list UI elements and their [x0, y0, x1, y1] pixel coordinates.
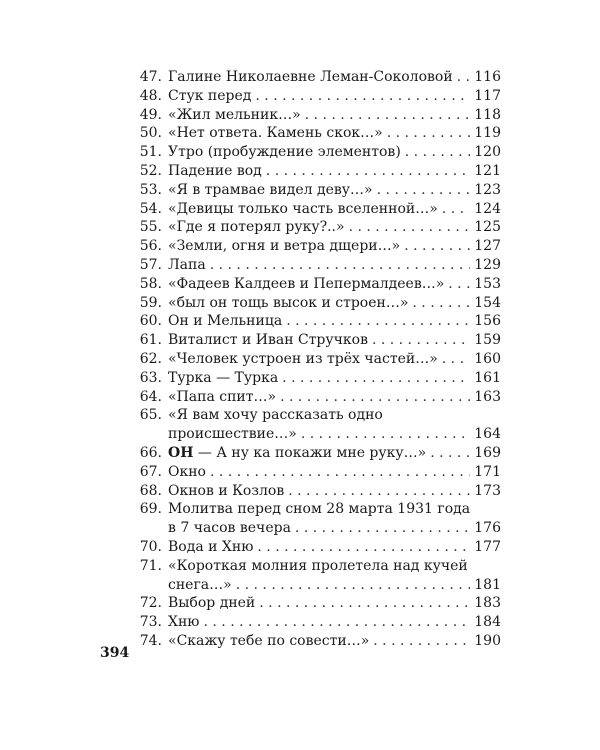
entry-number: 49. — [139, 106, 162, 123]
dot-leader — [236, 576, 471, 595]
entry-number: 48. — [139, 87, 162, 104]
toc-entry — [137, 200, 501, 219]
entry-title: Утро (пробуждение элементов) — [168, 144, 401, 161]
toc-entry — [137, 294, 501, 313]
toc-entry — [137, 256, 501, 275]
entry-title: «Жил мельник…» — [168, 106, 301, 123]
toc-entry — [137, 613, 501, 632]
entry-page-number: 117 — [474, 87, 501, 104]
dot-leader — [430, 444, 470, 463]
entry-title: «Фадеев Калдеев и Пепермалдеев…» — [168, 275, 445, 292]
entry-title-line1: Молитва перед сном 28 марта 1931 года — [168, 501, 471, 518]
entry-page-number: 160 — [474, 350, 501, 367]
entry-number: 66. — [139, 444, 162, 461]
entry-number: 73. — [139, 614, 162, 631]
entry-title: «Нет ответа. Камень скок…» — [168, 125, 383, 142]
dot-leader — [301, 425, 470, 444]
entry-number: 68. — [139, 482, 162, 499]
entry-title: «был он тощь высок и строен…» — [168, 294, 409, 311]
entry-number: 58. — [139, 275, 162, 292]
dot-leader — [305, 106, 471, 125]
dot-leader — [457, 68, 471, 87]
toc-entry — [137, 218, 501, 237]
entry-title-line1: «Короткая молния пролетела над кучей — [168, 557, 468, 574]
entry-page-number: 177 — [474, 538, 501, 555]
entry-page-number: 116 — [474, 69, 501, 85]
entry-title: Он и Мельница — [168, 313, 283, 330]
entry-page-number: 183 — [474, 595, 501, 612]
toc-entry — [137, 388, 501, 407]
entry-number: 63. — [139, 369, 162, 386]
toc-entry — [137, 538, 501, 557]
dot-leader — [280, 388, 470, 407]
dot-leader — [372, 331, 470, 350]
entry-title-bold: ОН — [168, 444, 194, 461]
entry-page-number: 163 — [474, 388, 501, 405]
entry-number: 72. — [139, 595, 162, 612]
toc-entry — [137, 632, 501, 651]
entry-title: происшествие…» — [168, 426, 297, 443]
entry-number: 57. — [139, 256, 162, 273]
entry-title: «Скажу тебе по совести…» — [168, 632, 370, 649]
dot-leader — [266, 162, 470, 181]
toc-entry — [137, 482, 501, 501]
entry-number: 69. — [139, 501, 162, 518]
entry-page-number: 164 — [474, 426, 501, 443]
entry-page-number: 159 — [474, 332, 501, 349]
page-number: 394 — [100, 645, 130, 661]
toc-entry — [137, 237, 501, 256]
dot-leader — [259, 594, 470, 613]
entry-title: Хню — [168, 614, 200, 631]
entry-page-number: 124 — [474, 200, 501, 217]
dot-leader — [282, 369, 470, 388]
toc-entry — [137, 181, 501, 200]
toc-entry — [137, 124, 501, 143]
table-of-contents — [137, 68, 501, 651]
dot-leader — [405, 143, 470, 162]
toc-entry — [137, 500, 501, 538]
dot-leader — [387, 124, 471, 143]
toc-entry — [137, 275, 501, 294]
dot-leader — [349, 218, 471, 237]
entry-page-number: 119 — [474, 125, 501, 142]
toc-entry — [137, 68, 501, 87]
entry-page-number: 161 — [474, 369, 501, 386]
entry-title: в 7 часов вечера — [168, 520, 291, 537]
toc-entry — [137, 106, 501, 125]
entry-title: Выбор дней — [168, 595, 256, 612]
toc-entry — [137, 369, 501, 388]
entry-title: «Человек устроен из трёх частей…» — [168, 350, 438, 367]
dot-leader — [442, 200, 470, 219]
entry-title: Окнов и Козлов — [168, 482, 285, 499]
entry-title: «Девицы только часть вселенной…» — [168, 200, 438, 217]
toc-entry — [137, 143, 501, 162]
toc-entry — [137, 594, 501, 613]
entry-number: 65. — [139, 407, 162, 424]
entry-page-number: 184 — [474, 614, 501, 631]
entry-title: Виталист и Иван Стручков — [168, 332, 368, 349]
entry-title: Турка — Турка — [168, 369, 279, 386]
entry-title: Галине Николаевне Леман-Соколовой — [168, 69, 453, 85]
dot-leader — [377, 181, 471, 200]
dot-leader — [448, 275, 470, 294]
dot-leader — [204, 613, 471, 632]
entry-number: 60. — [139, 313, 162, 330]
entry-number: 59. — [139, 294, 162, 311]
entry-number: 50. — [139, 125, 162, 142]
entry-title: «Земли, огня и ветра дщери…» — [168, 238, 401, 255]
toc-entry — [137, 406, 501, 444]
toc-entry — [137, 557, 501, 595]
entry-page-number: 153 — [474, 275, 501, 292]
entry-page-number: 125 — [474, 219, 501, 236]
toc-entry — [137, 350, 501, 369]
entry-page-number: 123 — [474, 181, 501, 198]
entry-title: «Папа спит…» — [168, 388, 277, 405]
toc-entry — [137, 463, 501, 482]
entry-title: Лапа — [168, 256, 206, 273]
entry-number: 53. — [139, 181, 162, 198]
entry-number: 70. — [139, 538, 162, 555]
toc-entry — [137, 312, 501, 331]
entry-number: 61. — [139, 332, 162, 349]
dot-leader — [286, 312, 470, 331]
dot-leader — [373, 632, 470, 651]
dot-leader — [210, 463, 470, 482]
entry-number: 74. — [139, 632, 162, 649]
dot-leader — [295, 519, 470, 538]
entry-page-number: 120 — [474, 144, 501, 161]
entry-number: 52. — [139, 162, 162, 179]
entry-page-number: 176 — [474, 520, 501, 537]
dot-leader — [255, 87, 470, 106]
entry-page-number: 118 — [474, 106, 501, 123]
entry-title: «Где я потерял руку?..» — [168, 219, 345, 236]
entry-title: Стук перед — [168, 87, 252, 104]
entry-page-number: 127 — [474, 238, 501, 255]
entry-page-number: 181 — [474, 576, 501, 593]
entry-number: 55. — [139, 219, 162, 236]
entry-number: 56. — [139, 238, 162, 255]
entry-number: 71. — [139, 557, 162, 574]
dot-leader — [210, 256, 471, 275]
dot-leader — [257, 538, 470, 557]
entry-number: 64. — [139, 388, 162, 405]
entry-page-number: 190 — [474, 632, 501, 649]
entry-page-number: 169 — [474, 444, 501, 461]
entry-title: «Я в трамвае видел деву…» — [168, 181, 373, 198]
toc-entry — [137, 87, 501, 106]
toc-entry — [137, 331, 501, 350]
dot-leader — [412, 294, 470, 313]
entry-title-rest: — А ну ка покажи мне руку…» — [193, 444, 427, 461]
entry-number: 54. — [139, 200, 162, 217]
entry-page-number: 156 — [474, 313, 501, 330]
entry-page-number: 171 — [474, 463, 501, 480]
entry-page-number: 154 — [474, 294, 501, 311]
toc-entry — [137, 444, 501, 463]
entry-page-number: 173 — [474, 482, 501, 499]
entry-number: 62. — [139, 350, 162, 367]
entry-title-line1: «Я вам хочу рассказать одно — [168, 407, 383, 424]
dot-leader — [404, 237, 470, 256]
entry-title: Вода и Хню — [168, 538, 254, 555]
entry-page-number: 129 — [474, 256, 501, 273]
entry-number: 51. — [139, 144, 162, 161]
entry-number: 47. — [139, 69, 162, 85]
entry-title: Падение вод — [168, 162, 262, 179]
dot-leader — [442, 350, 470, 369]
entry-title: снега…» — [168, 576, 232, 593]
entry-title: Окно — [168, 463, 206, 480]
entry-page-number: 121 — [474, 162, 501, 179]
dot-leader — [288, 482, 470, 501]
entry-title — [168, 444, 426, 463]
toc-entry — [137, 162, 501, 181]
entry-number: 67. — [139, 463, 162, 480]
